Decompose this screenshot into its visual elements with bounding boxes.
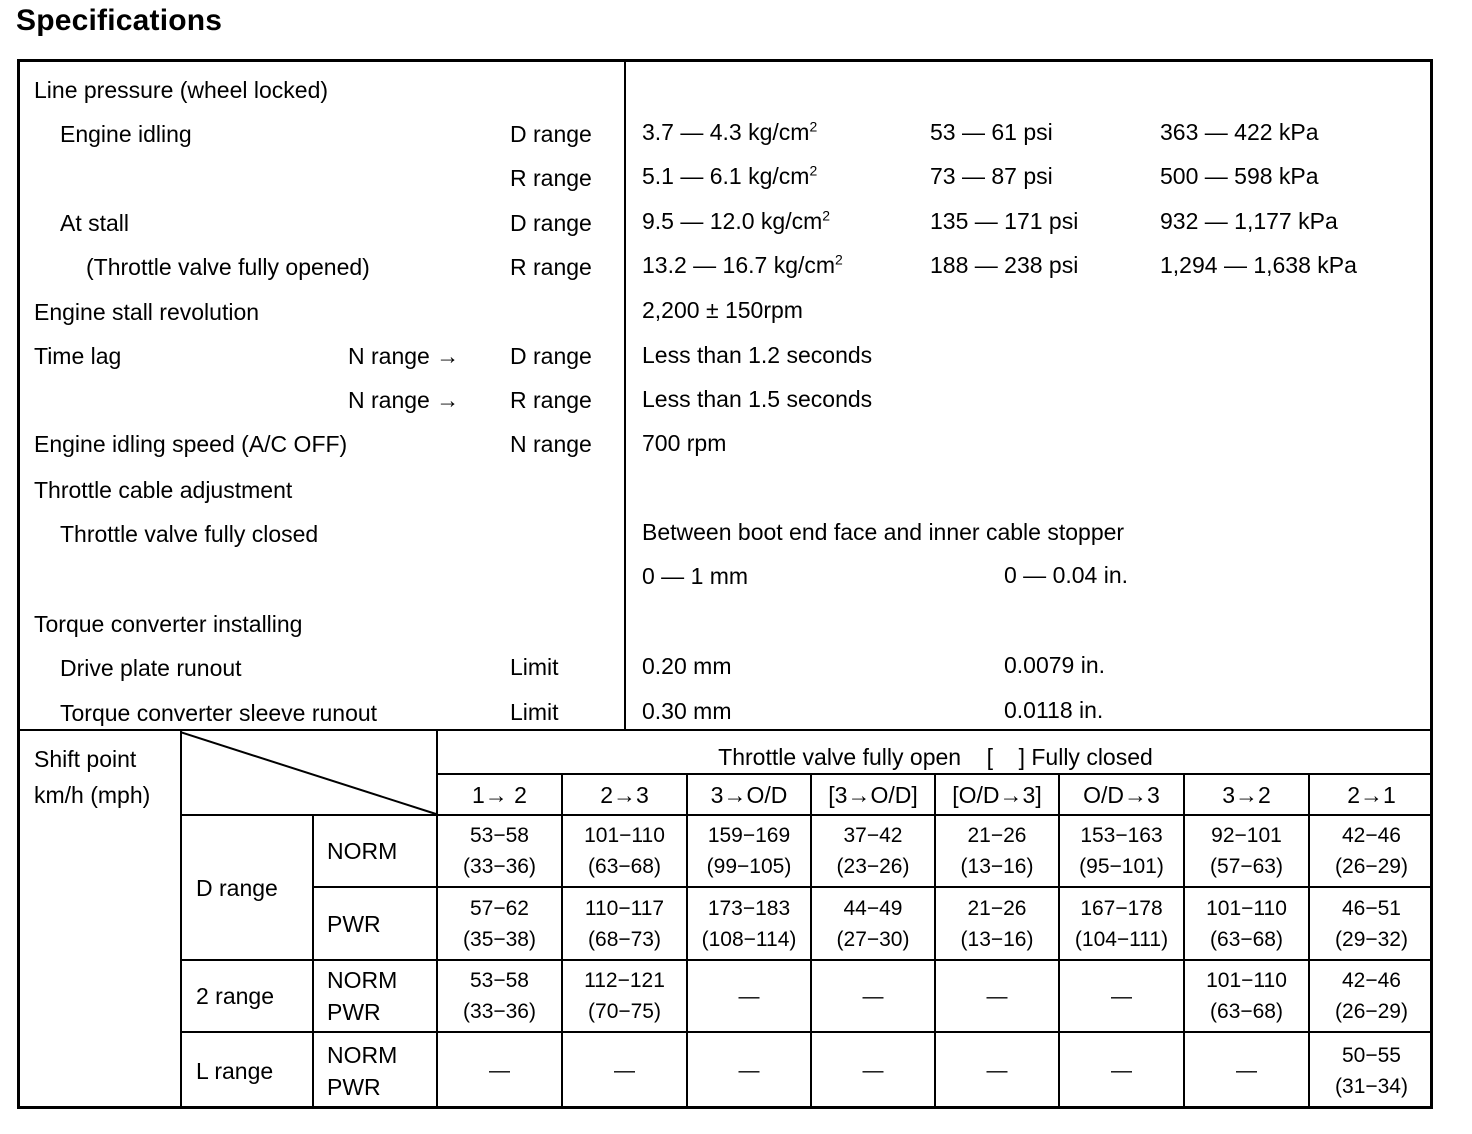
mph-value: (35−38) [463, 927, 536, 951]
norm-pwr-label: NORM PWR [327, 1041, 398, 1100]
shift-value-cell [1185, 816, 1308, 886]
kmh-value: — [738, 984, 760, 1008]
time-lag-r-value: Less than 1.5 seconds [642, 386, 873, 412]
mph-value: (70−75) [588, 1000, 661, 1023]
shift-value-cell [438, 961, 561, 1031]
kmh-value: — [1111, 1059, 1132, 1082]
limit-label: Limit [510, 654, 559, 680]
shift-value-cell [688, 888, 810, 959]
shift-value-cell [1060, 1033, 1183, 1108]
line-pressure-label: Line pressure (wheel locked) [34, 77, 329, 103]
shift-value-cell [936, 888, 1058, 959]
stall-rev-label: Engine stall revolution [34, 299, 260, 325]
engine-idling-label: Engine idling [60, 121, 192, 147]
col-header: 3→2 [1222, 781, 1271, 808]
header-diagonal [180, 730, 438, 816]
mph-value: (33−36) [463, 855, 536, 878]
kmh-value: — [862, 984, 884, 1008]
col-header: 1→ 2 [472, 781, 527, 808]
mph-value: (99−105) [706, 855, 792, 878]
kmh-value: 92−101 [1211, 824, 1282, 847]
drive-plate-mm: 0.20 mm [642, 653, 732, 679]
tc-sleeve-mm: 0.30 mm [642, 698, 732, 724]
mph-value: (68−73) [588, 927, 661, 951]
kmh-value: 153−163 [1080, 824, 1163, 847]
col-header: [O/D→3] [952, 781, 1042, 808]
kmh-value: — [614, 1059, 635, 1082]
tc-installing-label: Torque converter installing [34, 611, 303, 637]
mph-value: (31−34) [1335, 1074, 1408, 1098]
mph-value: (95−101) [1079, 855, 1164, 878]
shift-value-cell [688, 961, 810, 1031]
kmh-value: — [1236, 1059, 1257, 1082]
shift-value-cell [1310, 888, 1433, 959]
kmh-value: 101−110 [1206, 969, 1287, 992]
idle-speed-value: 700 rpm [642, 430, 727, 456]
n-range-arrow: N range → [348, 343, 460, 369]
throttle-closed-label: Throttle valve fully closed [60, 521, 319, 547]
kmh-value: 42−46 [1342, 969, 1401, 992]
mph-value: (63−68) [1210, 1000, 1283, 1023]
cable-mm-value: 0 — 1 mm [642, 563, 749, 589]
kmh-value: 44−49 [843, 896, 903, 920]
shift-value-cell [563, 816, 686, 886]
kmh-value: 173−183 [707, 896, 791, 920]
shift-unit-label: km/h (mph) [34, 782, 151, 808]
lp-idle-r-psi: 73 — 87 psi [930, 163, 1053, 189]
shift-value-cell [936, 961, 1058, 1031]
grid-line [312, 815, 314, 1108]
kmh-value: — [1111, 984, 1132, 1008]
column-divider [624, 60, 626, 730]
mph-value: (63−68) [588, 855, 661, 878]
kmh-value: — [489, 1059, 510, 1082]
lp-idle-d-kg: 3.7 — 4.3 $kg/cm^2$ [642, 118, 818, 145]
l-range-row-label: L range [196, 1057, 274, 1084]
pwr-label: PWR [327, 910, 381, 937]
lp-idle-d-psi: 53 — 61 psi [930, 119, 1053, 145]
d-range-row-label: D range [196, 874, 278, 901]
norm-pwr-label: NORM PWR [327, 967, 398, 1025]
mph-value: (63−68) [1210, 927, 1283, 951]
mph-value: (26−29) [1335, 855, 1408, 878]
shift-value-cell [1185, 961, 1308, 1031]
lp-idle-r-kpa: 500 — 598 kPa [1160, 163, 1319, 189]
shift-value-cell [812, 816, 934, 886]
kmh-value: — [986, 1059, 1008, 1082]
col-header: [3→O/D] [828, 781, 918, 808]
shift-value-cell [1310, 1033, 1433, 1108]
shift-value-cell [1185, 888, 1308, 959]
kmh-value: 46−51 [1342, 896, 1401, 920]
shift-value-cell [812, 1033, 934, 1108]
lp-stall-r-kpa: 1,294 — 1,638 kPa [1160, 252, 1357, 278]
n-range-arrow: N range → [348, 387, 460, 413]
shift-value-cell [688, 816, 810, 886]
mph-value: (104−111) [1074, 927, 1169, 951]
kmh-value: 159−169 [707, 824, 791, 847]
n-range-label: N range [510, 431, 592, 457]
shift-value-cell [563, 1033, 686, 1108]
r-range-label: R range [510, 165, 592, 191]
shift-value-cell [563, 961, 686, 1031]
at-stall-label: At stall [60, 210, 130, 236]
col-header: 2→1 [1347, 781, 1396, 808]
mph-value: (13−16) [960, 855, 1034, 878]
shift-value-cell [1185, 1033, 1308, 1108]
d-range-label: D range [510, 121, 592, 147]
between-boot-text: Between boot end face and inner cable stopper [642, 519, 1125, 545]
kmh-value: 21−26 [967, 896, 1027, 920]
kmh-value: 53−58 [470, 824, 529, 847]
lp-stall-r-kg: 13.2 — 16.7 $kg/cm^2$ [642, 251, 843, 278]
mph-value: (23−26) [836, 855, 910, 878]
two-range-row-label: 2 range [196, 983, 275, 1009]
shift-value-cell [1060, 816, 1183, 886]
kmh-value: 42−46 [1342, 824, 1401, 847]
mph-value: (29−32) [1335, 927, 1408, 951]
lp-idle-d-kpa: 363 — 422 kPa [1160, 119, 1319, 145]
time-lag-label: Time lag [34, 343, 122, 369]
page-title: Specifications [16, 4, 223, 37]
norm-label: NORM [327, 838, 398, 864]
shift-value-cell [438, 816, 561, 886]
mph-value: (57−63) [1210, 855, 1283, 878]
kmh-value: — [862, 1059, 884, 1082]
tc-sleeve-in: 0.0118 in. [1004, 697, 1104, 723]
shift-value-cell [563, 888, 686, 959]
shift-value-cell [688, 1033, 810, 1108]
lp-stall-r-psi: 188 — 238 psi [930, 252, 1079, 278]
lp-stall-d-kpa: 932 — 1,177 kPa [1160, 208, 1338, 234]
lp-stall-d-psi: 135 — 171 psi [930, 208, 1079, 234]
shift-value-cell [812, 888, 934, 959]
throttle-opened-label: (Throttle valve fully opened) [86, 254, 370, 280]
mph-value: (13−16) [960, 927, 1034, 951]
shift-point-label: Shift point [34, 746, 137, 772]
kmh-value: 37−42 [843, 824, 903, 847]
kmh-value: — [738, 1059, 760, 1082]
shift-value-cell [438, 888, 561, 959]
kmh-value: 167−178 [1080, 896, 1163, 920]
kmh-value: 101−110 [584, 824, 665, 847]
col-header: 2→3 [600, 781, 649, 808]
limit-label: Limit [510, 699, 559, 725]
shift-value-cell [438, 1033, 561, 1108]
kmh-value: 50−55 [1342, 1043, 1401, 1067]
d-range-label: D range [510, 210, 592, 236]
col-header: 3→O/D [710, 781, 788, 808]
drive-plate-label: Drive plate runout [60, 655, 242, 681]
throttle-cable-label: Throttle cable adjustment [34, 477, 293, 503]
shift-value-cell [936, 1033, 1058, 1108]
shift-value-cell [936, 816, 1058, 886]
shift-value-cell [1060, 961, 1183, 1031]
kmh-value: 53−58 [470, 969, 529, 992]
shift-value-cell [1310, 961, 1433, 1031]
idle-speed-label: Engine idling speed (A/C OFF) [34, 431, 348, 457]
kmh-value: 112−121 [584, 969, 665, 992]
r-range-label: R range [510, 254, 592, 280]
d-range-label: D range [510, 343, 592, 369]
cable-in-value: 0 — 0.04 in. [1004, 562, 1129, 588]
mph-value: (26−29) [1335, 1000, 1408, 1023]
mph-value: (108−114) [701, 927, 797, 951]
stall-rev-value: 2,200 ± 150rpm [642, 297, 803, 323]
kmh-value: 21−26 [967, 824, 1027, 847]
shift-value-cell [1310, 816, 1433, 886]
kmh-value: 57−62 [470, 896, 529, 920]
mph-value: (27−30) [836, 927, 910, 951]
shift-value-cell [812, 961, 934, 1031]
shift-header: Throttle valve fully open [ ] Fully closed [718, 743, 1153, 770]
drive-plate-in: 0.0079 in. [1004, 652, 1106, 678]
lp-idle-r-kg: 5.1 — 6.1 $kg/cm^2$ [642, 162, 818, 189]
kmh-value: 101−110 [1206, 896, 1287, 920]
r-range-label: R range [510, 387, 592, 413]
col-header: O/D→3 [1083, 781, 1160, 808]
kmh-value: 110−117 [584, 896, 665, 920]
lp-stall-d-kg: 9.5 — 12.0 $kg/cm^2$ [642, 207, 831, 234]
mph-value: (33−36) [463, 1000, 536, 1023]
shift-value-cell [1060, 888, 1183, 959]
tc-sleeve-label: Torque converter sleeve runout [60, 700, 378, 726]
kmh-value: — [986, 984, 1008, 1008]
time-lag-d-value: Less than 1.2 seconds [642, 342, 873, 368]
